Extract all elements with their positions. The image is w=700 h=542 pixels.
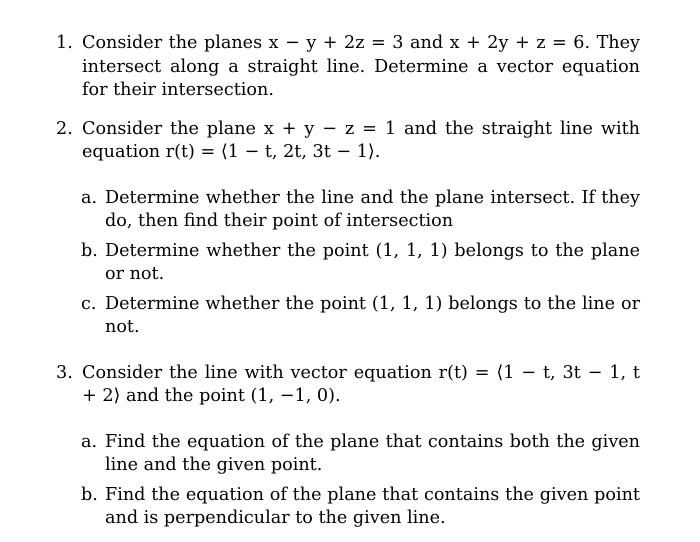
problem-3-number: 3.: [56, 362, 73, 383]
problem-2: [56, 118, 640, 165]
problem-3-part-b: [81, 484, 640, 531]
problem-1-number: 1.: [56, 33, 73, 53]
problem-2-number: 2.: [56, 118, 73, 139]
problem-3-part-a-label: a.: [81, 431, 98, 452]
problem-2-part-a-label: a.: [81, 187, 98, 208]
problem-2-part-c-text: Determine whether the point (1, 1, 1) belongs to the line or not.: [105, 293, 640, 337]
problem-1-text: Consider the planes x − y + 2z = 3 and x + 2y + z = 6. They intersect along a straight line. Determine a vector equation for their intersection.: [82, 33, 640, 100]
problem-3-part-a-text: Find the equation of the plane that contains both the given line and the given point.: [105, 431, 640, 475]
problem-sheet: [56, 32, 640, 531]
problem-2-part-a: [81, 187, 640, 234]
problem-3-part-b-label: b.: [81, 484, 98, 505]
problem-2-part-b-text: Determine whether the point (1, 1, 1) belongs to the plane or not.: [105, 240, 640, 284]
problem-3-part-b-text: Find the equation of the plane that contains the given point and is perpendicular to the given line.: [105, 484, 640, 528]
problem-2-part-a-text: Determine whether the line and the plane intersect. If they do, then find their point of intersection: [105, 187, 640, 231]
problem-3-part-a: [81, 431, 640, 478]
problem-3-text: Consider the line with vector equation r(t) = ⟨1 − t, 3t − 1, t + 2⟩ and the point (1, −1, 0).: [82, 362, 640, 406]
problem-2-part-b: [81, 240, 640, 287]
problem-3: [56, 362, 640, 409]
problem-2-text: Consider the plane x + y − z = 1 and the straight line with equation r(t) = ⟨1 − t, 2t, 3t − 1⟩.: [82, 118, 640, 162]
problem-2-part-b-label: b.: [81, 240, 98, 261]
problem-2-part-c-label: c.: [81, 293, 97, 314]
problem-1: [56, 32, 640, 103]
problem-2-part-c: [81, 293, 640, 340]
